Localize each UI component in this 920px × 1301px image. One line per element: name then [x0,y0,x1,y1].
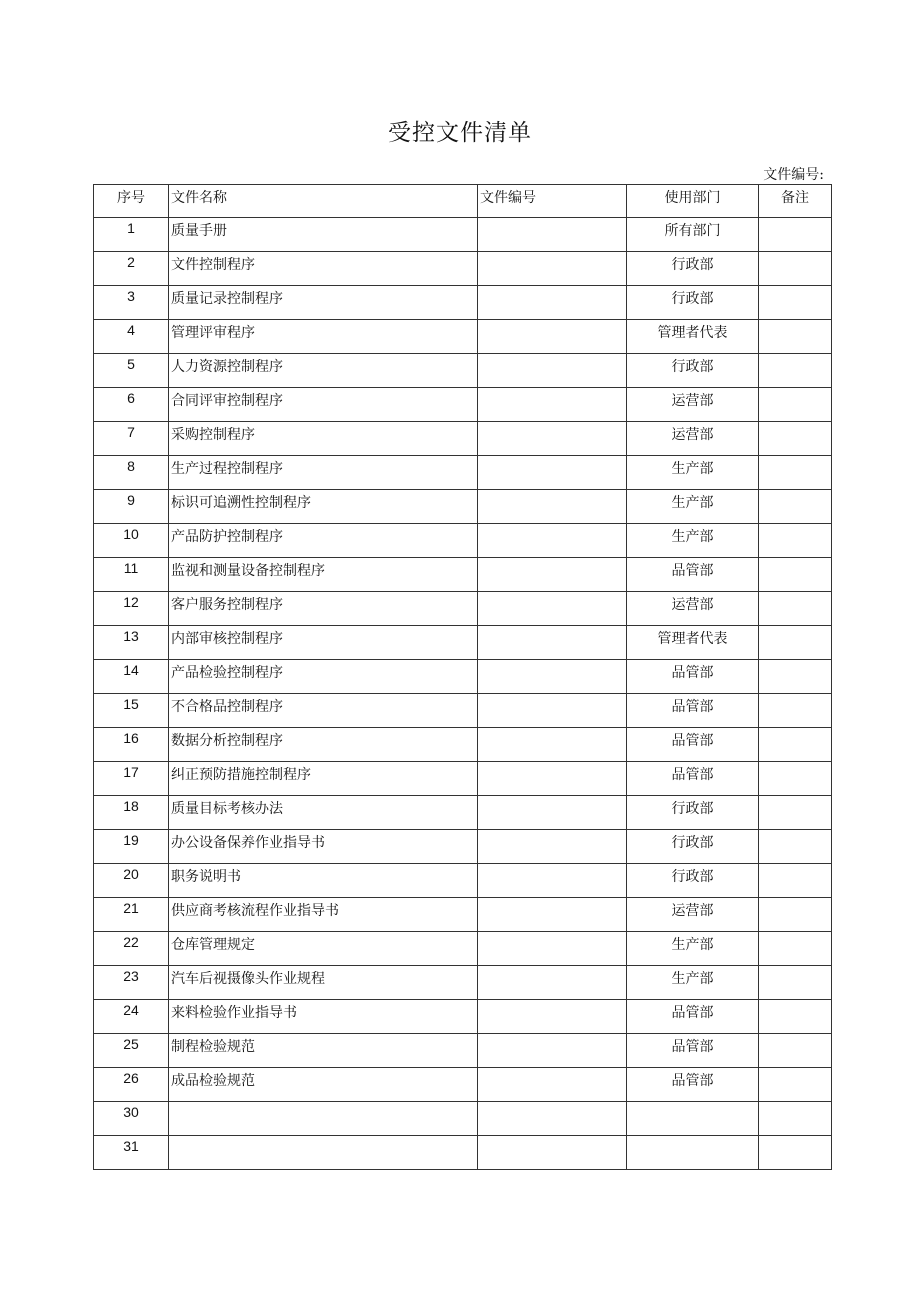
cell-index: 23 [94,966,169,1000]
cell-index: 15 [94,694,169,728]
cell-code [478,1136,627,1170]
cell-remark [759,694,832,728]
cell-department: 生产部 [627,932,759,966]
cell-name: 标识可追溯性控制程序 [169,490,478,524]
cell-remark [759,592,832,626]
cell-index: 7 [94,422,169,456]
cell-code [478,830,627,864]
cell-department: 运营部 [627,898,759,932]
cell-index: 8 [94,456,169,490]
table-row [94,388,832,422]
table-row [94,1102,832,1136]
cell-department: 行政部 [627,830,759,864]
header-remark: 备注 [759,185,832,218]
cell-remark [759,456,832,490]
cell-department: 运营部 [627,388,759,422]
table-row [94,354,832,388]
cell-index: 14 [94,660,169,694]
table-body [94,218,832,1170]
cell-department: 品管部 [627,660,759,694]
cell-code [478,898,627,932]
cell-code [478,762,627,796]
cell-name: 客户服务控制程序 [169,592,478,626]
cell-index: 21 [94,898,169,932]
cell-index: 10 [94,524,169,558]
table-row [94,864,832,898]
table-row [94,592,832,626]
cell-name: 职务说明书 [169,864,478,898]
cell-remark [759,1102,832,1136]
cell-index: 16 [94,728,169,762]
cell-code [478,1000,627,1034]
cell-department: 行政部 [627,796,759,830]
table-row [94,660,832,694]
cell-name: 质量记录控制程序 [169,286,478,320]
table-header-row [94,185,832,218]
cell-index: 26 [94,1068,169,1102]
cell-code [478,490,627,524]
cell-remark [759,626,832,660]
cell-name: 数据分析控制程序 [169,728,478,762]
cell-remark [759,1136,832,1170]
table-row [94,1068,832,1102]
cell-index: 24 [94,1000,169,1034]
table-row [94,218,832,252]
cell-remark [759,558,832,592]
cell-remark [759,388,832,422]
cell-index: 31 [94,1136,169,1170]
table-row [94,762,832,796]
cell-name: 产品检验控制程序 [169,660,478,694]
cell-department: 运营部 [627,592,759,626]
cell-department: 生产部 [627,966,759,1000]
document-number-label: 文件编号: [763,167,824,183]
cell-name: 成品检验规范 [169,1068,478,1102]
cell-remark [759,218,832,252]
cell-name [169,1102,478,1136]
cell-code [478,728,627,762]
table-row [94,1034,832,1068]
header-index: 序号 [94,185,169,218]
cell-code [478,558,627,592]
cell-name: 纠正预防措施控制程序 [169,762,478,796]
cell-department: 所有部门 [627,218,759,252]
table-row [94,898,832,932]
cell-department: 生产部 [627,456,759,490]
cell-name: 不合格品控制程序 [169,694,478,728]
table-row [94,694,832,728]
cell-code [478,694,627,728]
cell-code [478,286,627,320]
cell-department: 品管部 [627,1000,759,1034]
table-row [94,456,832,490]
table-row [94,966,832,1000]
header-code: 文件编号 [478,185,627,218]
cell-department: 品管部 [627,694,759,728]
cell-name: 办公设备保养作业指导书 [169,830,478,864]
cell-index: 9 [94,490,169,524]
cell-name: 制程检验规范 [169,1034,478,1068]
cell-remark [759,898,832,932]
cell-remark [759,1068,832,1102]
page-title: 受控文件清单 [388,120,532,146]
cell-index: 5 [94,354,169,388]
cell-department: 品管部 [627,1034,759,1068]
cell-code [478,660,627,694]
cell-remark [759,354,832,388]
cell-department: 品管部 [627,728,759,762]
table-row [94,286,832,320]
cell-department: 行政部 [627,252,759,286]
cell-remark [759,830,832,864]
table-row [94,320,832,354]
table-row [94,1000,832,1034]
cell-department: 行政部 [627,864,759,898]
header-name: 文件名称 [169,185,478,218]
cell-code [478,1102,627,1136]
cell-remark [759,660,832,694]
cell-name: 仓库管理规定 [169,932,478,966]
cell-department: 品管部 [627,558,759,592]
cell-remark [759,762,832,796]
cell-remark [759,490,832,524]
cell-name: 管理评审程序 [169,320,478,354]
cell-index: 4 [94,320,169,354]
cell-department: 生产部 [627,524,759,558]
cell-code [478,218,627,252]
cell-name: 内部审核控制程序 [169,626,478,660]
cell-name: 合同评审控制程序 [169,388,478,422]
table-row [94,1136,832,1170]
cell-remark [759,1000,832,1034]
table-row [94,932,832,966]
cell-department: 行政部 [627,286,759,320]
cell-code [478,864,627,898]
cell-name: 监视和测量设备控制程序 [169,558,478,592]
cell-remark [759,864,832,898]
table-row [94,524,832,558]
cell-name: 产品防护控制程序 [169,524,478,558]
cell-code [478,966,627,1000]
cell-department: 品管部 [627,762,759,796]
cell-name: 质量手册 [169,218,478,252]
cell-remark [759,422,832,456]
cell-index: 22 [94,932,169,966]
cell-index: 18 [94,796,169,830]
cell-code [478,320,627,354]
cell-code [478,626,627,660]
cell-name: 供应商考核流程作业指导书 [169,898,478,932]
table-row [94,728,832,762]
cell-name: 采购控制程序 [169,422,478,456]
cell-remark [759,966,832,1000]
cell-remark [759,320,832,354]
cell-name: 质量目标考核办法 [169,796,478,830]
cell-code [478,1034,627,1068]
cell-name [169,1136,478,1170]
cell-remark [759,252,832,286]
cell-remark [759,524,832,558]
cell-department: 运营部 [627,422,759,456]
cell-code [478,456,627,490]
cell-department: 管理者代表 [627,626,759,660]
cell-code [478,524,627,558]
cell-remark [759,1034,832,1068]
cell-remark [759,932,832,966]
cell-remark [759,728,832,762]
cell-code [478,932,627,966]
table-row [94,830,832,864]
cell-index: 1 [94,218,169,252]
cell-department [627,1136,759,1170]
table-row [94,796,832,830]
cell-remark [759,796,832,830]
controlled-documents-table [93,184,832,1170]
cell-index: 17 [94,762,169,796]
cell-code [478,422,627,456]
cell-index: 20 [94,864,169,898]
table-row [94,422,832,456]
cell-code [478,354,627,388]
table-row [94,626,832,660]
cell-name: 汽车后视摄像头作业规程 [169,966,478,1000]
header-department: 使用部门 [627,185,759,218]
cell-code [478,796,627,830]
cell-index: 25 [94,1034,169,1068]
cell-name: 生产过程控制程序 [169,456,478,490]
table-row [94,558,832,592]
cell-code [478,1068,627,1102]
cell-department: 品管部 [627,1068,759,1102]
cell-index: 11 [94,558,169,592]
cell-index: 12 [94,592,169,626]
cell-index: 2 [94,252,169,286]
cell-remark [759,286,832,320]
cell-index: 19 [94,830,169,864]
table-row [94,490,832,524]
cell-department [627,1102,759,1136]
cell-index: 6 [94,388,169,422]
cell-index: 13 [94,626,169,660]
cell-code [478,592,627,626]
cell-department: 行政部 [627,354,759,388]
cell-department: 生产部 [627,490,759,524]
table-row [94,252,832,286]
cell-code [478,252,627,286]
cell-name: 人力资源控制程序 [169,354,478,388]
cell-name: 文件控制程序 [169,252,478,286]
cell-department: 管理者代表 [627,320,759,354]
cell-code [478,388,627,422]
cell-index: 3 [94,286,169,320]
cell-name: 来料检验作业指导书 [169,1000,478,1034]
cell-index: 30 [94,1102,169,1136]
